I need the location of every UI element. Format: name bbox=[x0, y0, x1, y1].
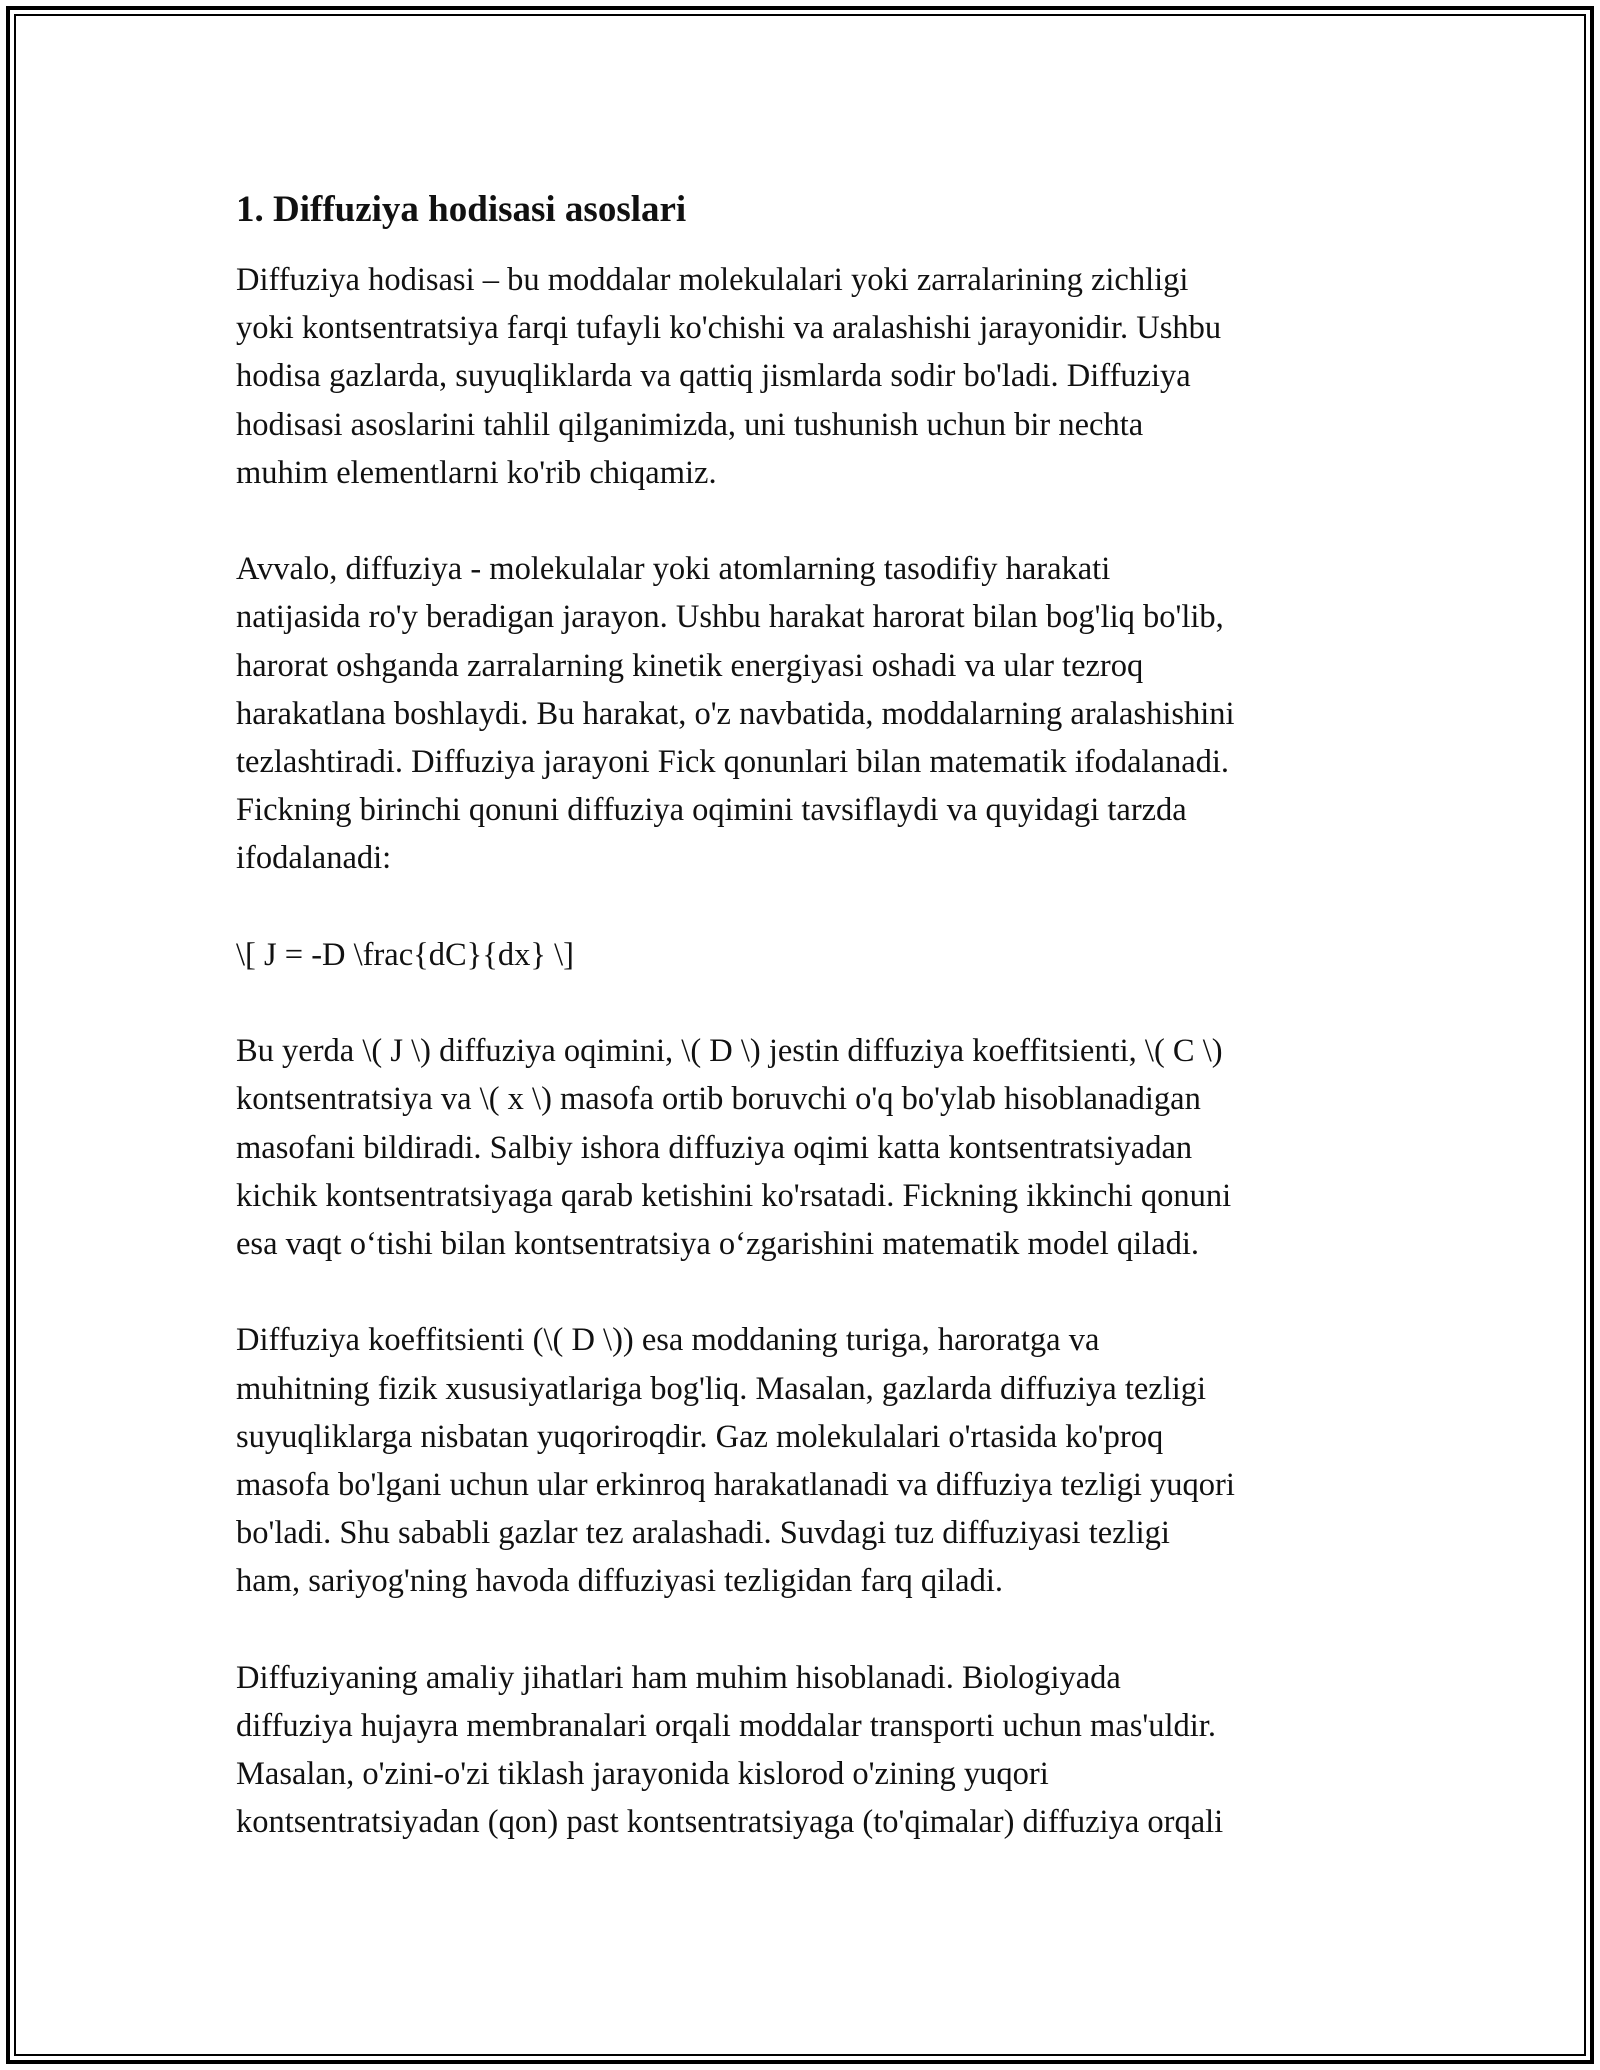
text-line: ham, sariyog'ning havoda diffuziyasi tezligidan farq qiladi. bbox=[236, 1563, 1003, 1600]
text-line: kichik kontsentratsiyaga qarab ketishini ko'rsatadi. Fickning ikkinchi qonuni bbox=[236, 1177, 1232, 1214]
text-line: natijasida ro'y beradigan jarayon. Ushbu harakat harorat bilan bog'liq bo'lib, bbox=[236, 599, 1224, 636]
text-line: hodisa gazlarda, suyuqliklarda va qattiq jismlarda sodir bo'ladi. Diffuziya bbox=[236, 358, 1191, 395]
document-body bbox=[236, 186, 1376, 1895]
equation-paragraph bbox=[236, 931, 1376, 979]
text-line: hodisasi asoslarini tahlil qilganimizda, uni tushunish uchun bir nechta bbox=[236, 406, 1144, 443]
text-line: muhitning fizik xususiyatlariga bog'liq. Masalan, gazlarda diffuziya tezligi bbox=[236, 1370, 1207, 1407]
text-line: diffuziya hujayra membranalari orqali moddalar transporti uchun mas'uldir. bbox=[236, 1708, 1216, 1745]
text-line: yoki kontsentratsiya farqi tufayli ko'chishi va aralashishi jarayonidir. Ushbu bbox=[236, 310, 1222, 347]
section-heading: 1. Diffuziya hodisasi asoslari bbox=[236, 189, 687, 230]
text-line: bo'ladi. Shu sababli gazlar tez aralashadi. Suvdagi tuz diffuziyasi tezligi bbox=[236, 1515, 1170, 1552]
text-line: ifodalanadi: bbox=[236, 840, 392, 877]
paragraph-3 bbox=[236, 1027, 1376, 1268]
text-line: Bu yerda \( J \) diffuziya oqimini, \( D \) jestin diffuziya koeffitsienti, \( C \) bbox=[236, 1033, 1223, 1070]
text-line: harakatlana boshlaydi. Bu harakat, o'z navbatida, moddalarning aralashishini bbox=[236, 695, 1235, 732]
text-line: masofani bildiradi. Salbiy ishora diffuziya oqimi katta kontsentratsiyadan bbox=[236, 1129, 1193, 1166]
text-line: Diffuziya hodisasi – bu moddalar molekulalari yoki zarralarining zichligi bbox=[236, 262, 1189, 298]
paragraph-4 bbox=[236, 1316, 1376, 1605]
text-line: kontsentratsiya va \( x \) masofa ortib boruvchi o'q bo'ylab hisoblanadigan bbox=[236, 1081, 1201, 1118]
text-line: Avvalo, diffuziya - molekulalar yoki atomlarning tasodifiy harakati bbox=[236, 551, 1111, 588]
text-line: Diffuziyaning amaliy jihatlari ham muhim hisoblanadi. Biologiyada bbox=[236, 1659, 1121, 1696]
paragraph-5 bbox=[236, 1654, 1376, 1847]
equation-text: \[ J = -D \frac{dC}{dx} \] bbox=[236, 936, 574, 973]
text-line: esa vaqt oʻtishi bilan kontsentratsiya oʻzgarishini matematik model qiladi. bbox=[236, 1226, 1200, 1263]
text-line: kontsentratsiyadan (qon) past kontsentratsiyaga (to'qimalar) diffuziya orqali bbox=[236, 1804, 1224, 1841]
text-line: tezlashtiradi. Diffuziya jarayoni Fick qonunlari bilan matematik ifodalanadi. bbox=[236, 744, 1230, 781]
text-line: muhim elementlarni ko'rib chiqamiz. bbox=[236, 454, 717, 491]
text-line: harorat oshganda zarralarning kinetik energiyasi oshadi va ular tezroq bbox=[236, 647, 1144, 684]
text-line: Masalan, o'zini-o'zi tiklash jarayonida kislorod o'zining yuqori bbox=[236, 1756, 1049, 1793]
text-line: Diffuziya koeffitsienti (\( D \)) esa moddaning turiga, haroratga va bbox=[236, 1322, 1100, 1359]
text-line: masofa bo'lgani uchun ular erkinroq harakatlanadi va diffuziya tezligi yuqori bbox=[236, 1467, 1235, 1504]
text-line: Fickning birinchi qonuni diffuziya oqimini tavsiflaydi va quyidagi tarzda bbox=[236, 792, 1187, 829]
paragraph-2 bbox=[236, 545, 1376, 882]
paragraph-1 bbox=[236, 256, 1376, 497]
text-line: suyuqliklarga nisbatan yuqoriroqdir. Gaz molekulalari o'rtasida ko'proq bbox=[236, 1418, 1164, 1455]
